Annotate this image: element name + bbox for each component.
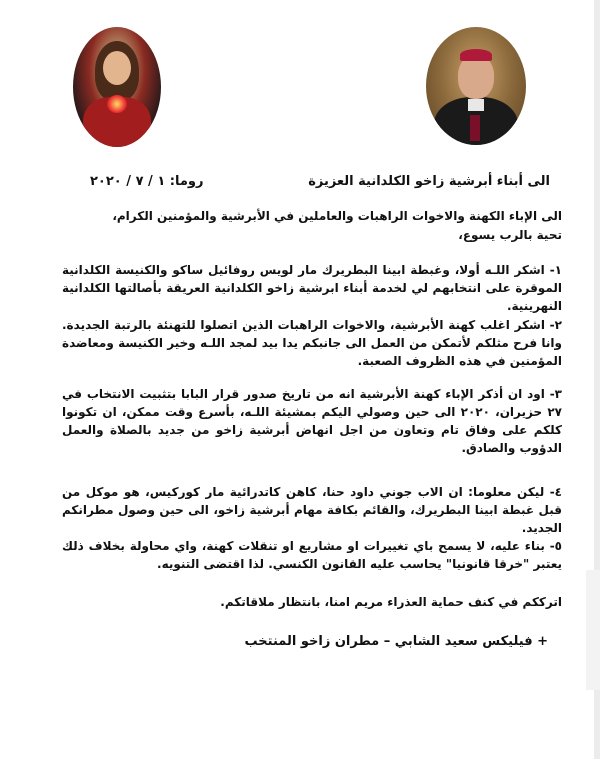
signature: + فيليكس سعيد الشابي – مطران زاخو المنتخب — [244, 634, 548, 649]
sacred-heart-portrait — [73, 27, 161, 147]
letter-header — [90, 174, 550, 192]
opening-line: الى الإباء الكهنة والاخوات الراهبات والعاملين في الأبرشية والمؤمنين الكرام، — [112, 209, 562, 223]
opening-greeting: تحية بالرب يسوع، — [458, 228, 562, 242]
bishop-portrait — [426, 27, 526, 145]
paragraph-4: ٤- ليكن معلوما: ان الاب جوني داود حنا، كاهن كاتدرائية مار كوركيس، هو موكل من قبل غبطة ابينا البطريرك، والقائم بكافة مهام أبرشية زاخو، الى حين وصول مطرانكم الجديد. — [62, 485, 562, 535]
paragraph-2: ٢- اشكر اغلب كهنة الأبرشية، والاخوات الراهبات الذين اتصلوا للتهنئة بالرتبة الجديدة. وانا فرح مثلكم لأتمكن من العمل الى جانبكم يدا بيد لمجد اللـه وخير الكنيسة ومعاضدة المؤمنين في هذه الظروف الصعبة. — [62, 318, 562, 368]
page-edge-shadow — [586, 570, 600, 690]
paragraph-5: ٥- بناء عليه، لا يسمح باي تغييرات او مشاريع او تنقلات كهنة، واي محاولة بخلاف ذلك يعتبر "خرقا قانونيا" يحاسب عليه القانون الكنسي. لذا اقتضى التنويه. — [62, 539, 562, 571]
paragraph-3: ٣- اود ان أذكر الإباء كهنة الأبرشية انه من تاريخ صدور قرار البابا بتثبيت الانتخاب في ٢٧ حزيران، ٢٠٢٠ الى حين وصولي اليكم بمشيئة اللـه، بأسرع وقت ممكن، ان تكونوا كلكم على وفاق تام وتعاون من اجل انهاض أبرشية زاخو من جديد بالصلاة والعمل الدؤوب والصادق. — [62, 387, 562, 455]
letter-date: روما: ١ / ٧ / ٢٠٢٠ — [90, 174, 204, 189]
paragraph-1: ١- اشكر اللـه أولا، وغبطة ابينا البطريرك مار لويس روفائيل ساكو والكنيسة الكلدانية الموقرة على انتخابهم لي لخدمة أبناء ابرشية زاخو الكلدانية العريقة بأصالتها الكلدانية النهرينية. — [62, 263, 562, 313]
closing-line: اترككم في كنف حماية العذراء مريم امنا، بانتظار ملاقاتكم. — [220, 595, 562, 609]
heart-icon — [107, 95, 127, 113]
letter-recipient: الى أبناء أبرشية زاخو الكلدانية العزيزة — [308, 174, 550, 189]
